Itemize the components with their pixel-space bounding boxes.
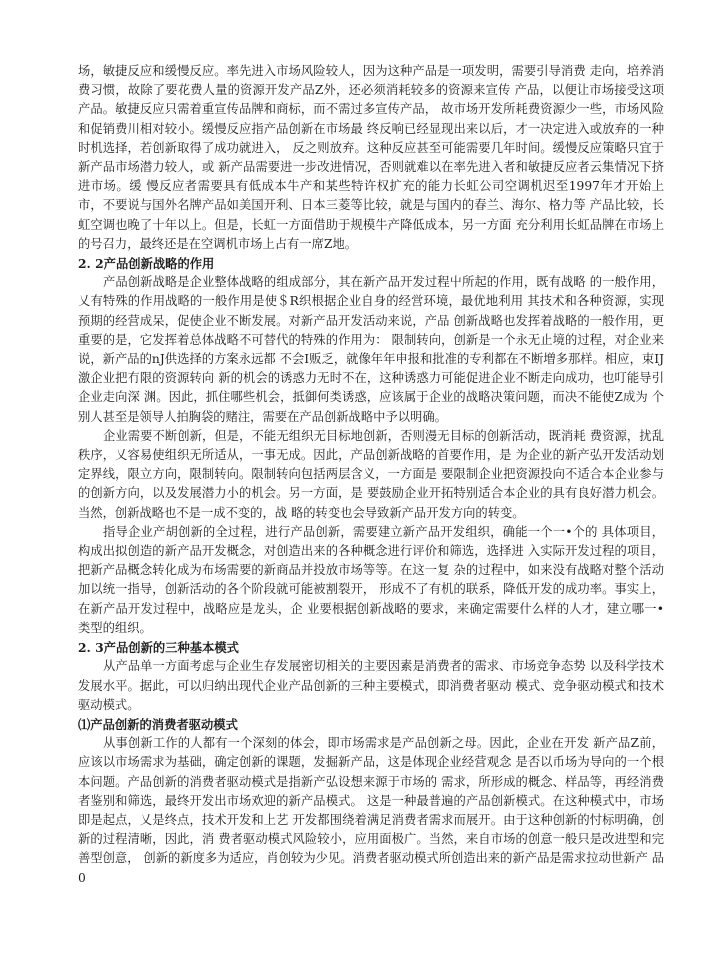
- paragraph-consumer-driven-mode: 从事创新工作的人都有一个深刻的体会，即市场需求是产品创新之母。因此，企业在开发 新产品Z前，应该以市场需求为基础，确定创新的课题，发掘新产品，这是体现企业经营观念 是否以币场为导向的一个根本问题。产品创新的消费者驱动模式是指新产弘设想来源于市场的 需求，所形成的概念、样品等，再经消费者鉴别和筛选，最终开发出市场欢迎的新产品模式。 这是一种最普遍的产品创新模式。在这种模式中，市场即是起点，乂是终点，技术开发和上艺 开发都围绕着满足消费者需求而展开。由于这种创新的忖标明确，创新的过程清晰，因此，消 费者驱动模式风险较小，应用面极广。当然，来自市场的创意一般只是改进型和完善型创意， 创新的新度多为适应，肖创较为少见。消费者驱动模式所创造出来的新产品是需求拉动世新产 品0: [78, 736, 664, 885]
- paragraph-strategy-role: 产品创新战略是企业整体战略的组成部分，其在新产品开发过程屮所起的作用，既有战略 的一般作用，乂有特殊的作用战略的一般作用是使＄R织根据企业自身的经営环境，最优地利用 其技术和各种资源，实现预期的经营成呆，促使企业不断发展。对新产品开发活动来说，产品 创新战略也发挥着战略的一般作用，更重要的是，它发挥着总体战略不可替代的特殊的作用为： 限制转向，创新是一个永无止境的过程，对企业来说，新产品的nJ供选择的方案永远都 不会I贩乏，就像年年申报和批准的专利都在不断増多那样。相应，束IJ激企业把冇限的资源转向 新的机会的诱惑力无时不在，这种诱惑力可能促进企业不断走向成功，也叮能导引企业走向深 渊。因此，抓住哪些机会，抵御何类诱惑，应该属于企业的战略决策问题，而决不能使Z成为 个别人甚至是领导人拍胸袋的赌注，需要在产品创新战略中予以明确。: [78, 275, 664, 424]
- paragraph-three-modes-intro: 从产品单一方面考虑与企业生存发展密切相关的主要因素是消费者的需求、市场竞争态势 以及科学技术发展水平。据此，可以归纳出现代企业产品创新的三种主要模式，即消费者驱动 模式、竞争驱动模式和技术驱动模式。: [78, 659, 664, 712]
- document-page: [78, 62, 664, 888]
- paragraph-market-entry-timing: 场，敏捷反应和缓慢反应。率先进入市场风险较人，因为这种产品是一项发明，需要引导消费 走向，培养消费习惯，故除了要花费人量的资源开发产品Z外，还必须消耗较多的资源来宣传 产品，以便让市场接受这项产品。敏捷反应只需着重宣传品牌和商标，而不需过多宣传产品， 故市场开发所耗费资源少一些，市场风险和促销费川相对较小。缓慢反应指产品创新在市场最 终反响已经显现出来以后，才一决定进入或放弃的一种时机选择，若创新取得了成功就进入， 反之则放弃。这种反应甚至可能需要几年时间。缓慢反应策略只宜于新产品市场潜力较人，或 新产品需要进一步改进情况，否则就难以在率先进入者和敏捷反应者云集情况下挤进市场。缓 慢反应者需要具有低成本牛产和某些特许权扩充的能力长虹公司空调机迟至1997年才开始上 市，不要说与国外名牌产品如美国开利、日本三菱等比较，就是与国内的春兰、海尔、格力等 产品比较，长虹空调也晚了十年以上。但是，长虹一方面借助于规模牛产降低成本，另一方面 充分利用长虹品牌在市场上的号召力，最终还是在空调机市场上占有一席Z地。: [78, 64, 664, 251]
- subsection-heading-consumer-driven: ⑴产品创新的消费者驱动模式: [78, 716, 238, 732]
- paragraph-continuous-innovation: 企业需要不断创新，但是，不能无组织无目标地创新，否则漫无目标的创新活动，既消耗 费资源，扰乱秩序，乂容易使组织无所适从，一事无成。因此，产品创新战略的首要作用，是 为企业的新产弘开发活动划定界线，限立方向，限制转向。限制转向包括两层含义，一方面是 要限制企业把资源投向不适合本企业参与的创新方向，以及发展潜力小的机会。另一方面，是 要鼓励企业开拓特别适合本企业的具有良好潜力机会。当然，创新战略也不是一成不变的，战 略的转变也会导致新产品开发方向的转变。: [78, 428, 664, 520]
- paragraph-guiding-process: 指导企业产胡创新的全过程，进行产品创新，需要建立新产品开发组织，确能一个一•个的 具体项目，构成出拟创造的新产品开发概念，对创造出来的各种概念进行评价和筛选，选择进 入实际开发过程的项目，把新产品概念转化成为布场需要的新商品并投放市场等等。在这一复 杂的过程中，如来没有战略对整个活动加以统一指导，创新活动的各个阶段就可能被割裂开， 形成不了有机的联系，降低开发的成功率。事实上，在新产品开发过程中，战略应是龙头，企 业要根据创新战略的要求，来确定需要什么样的人才，建立哪一•类型的组织。: [78, 524, 664, 635]
- section-heading-2-3: 2. 3产品创新的三种基本模式: [78, 640, 239, 656]
- section-heading-2-2: 2. 2产品创新战略的作用: [78, 256, 215, 272]
